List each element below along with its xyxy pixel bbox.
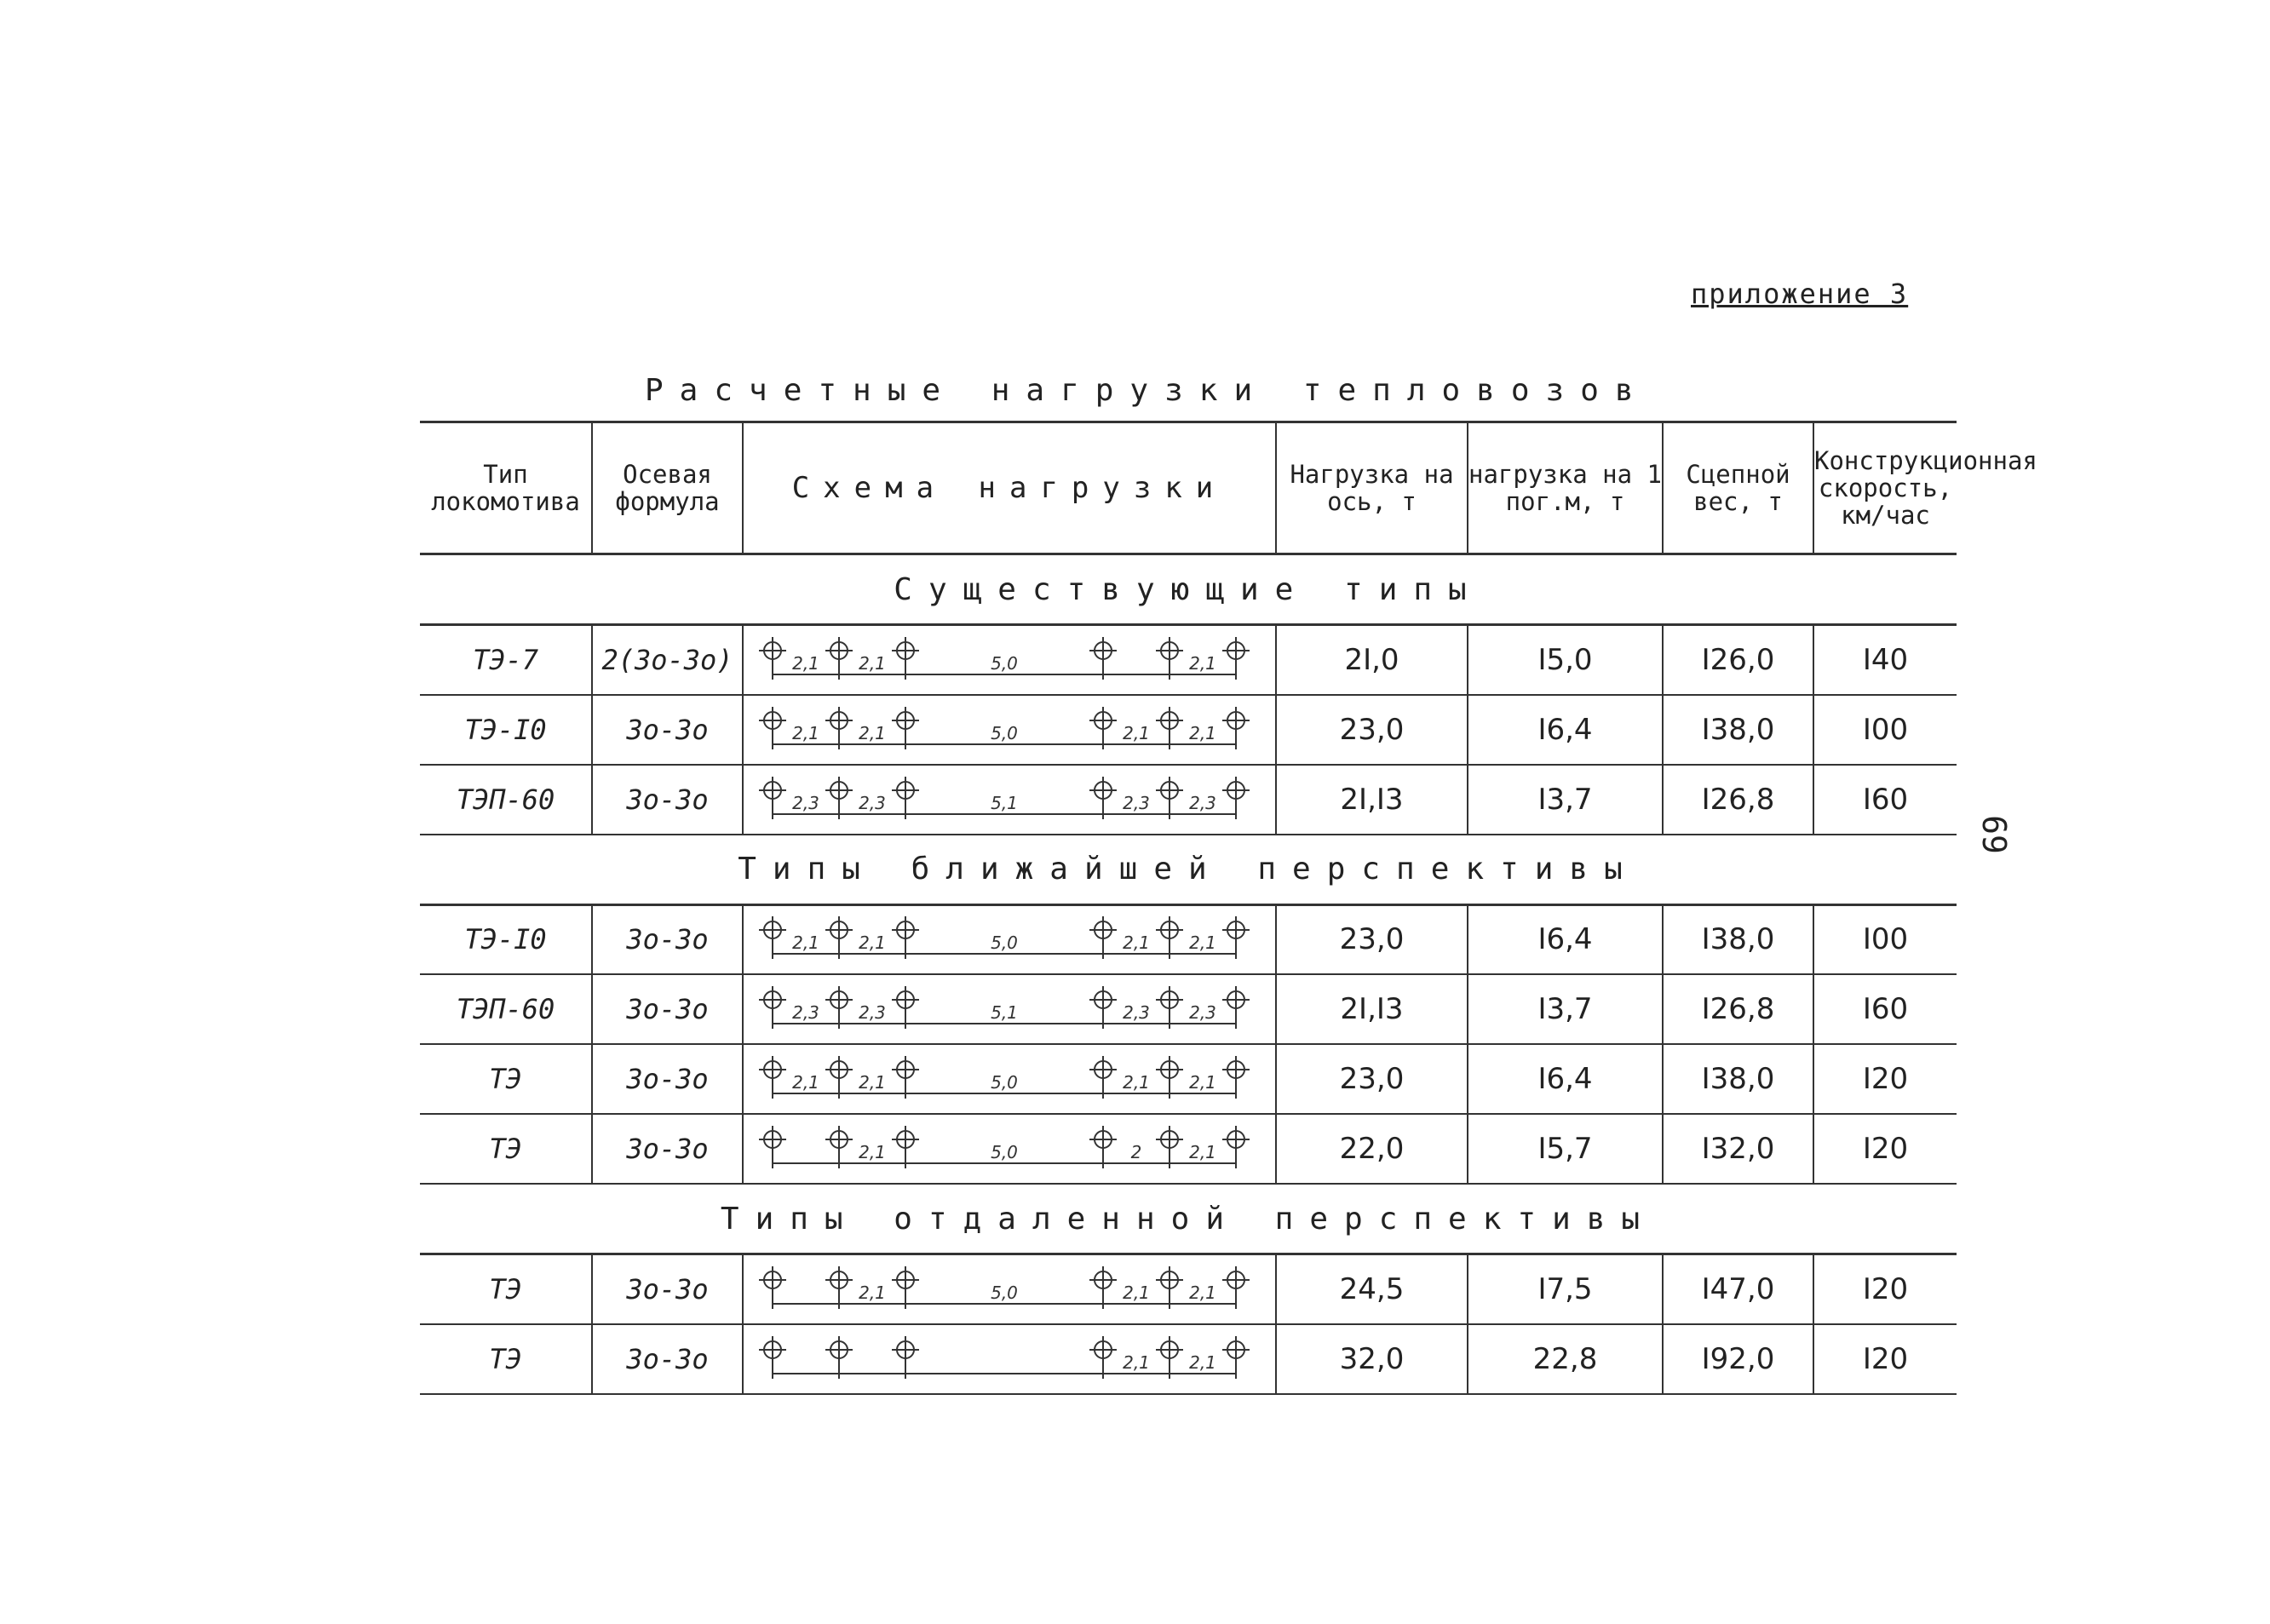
axle-spacing-label: 5,1: [991, 1002, 1018, 1023]
load-scheme: [743, 695, 1276, 765]
axle-spacing-label: 5,0: [991, 1282, 1018, 1303]
table-body: [420, 554, 1957, 1394]
axle-spacing-label: 2,1: [792, 933, 819, 954]
axle-symbol: [1156, 1266, 1183, 1309]
load-per-meter: I6,4: [1468, 904, 1663, 974]
table-row: [420, 625, 1957, 695]
design-speed: I20: [1862, 1132, 1909, 1166]
axle-symbol: [759, 777, 786, 819]
locomotive-type: ТЭП-60: [420, 765, 592, 835]
design-speed: I60: [1862, 992, 1909, 1026]
load-per-meter: I6,4: [1468, 695, 1663, 765]
axle-formula: 3о-3о: [592, 904, 743, 974]
axle-symbol: [759, 707, 786, 749]
load-scheme: [743, 1324, 1276, 1394]
axle-load: 2I,0: [1276, 625, 1468, 695]
load-scheme: [743, 1044, 1276, 1114]
header-weight: Сцепной вес, т: [1663, 422, 1813, 554]
header-speed: Конструкционная скорость, км/час: [1814, 446, 2037, 530]
axle-symbol: [759, 986, 786, 1029]
header-scheme: Схема нагрузки: [743, 422, 1276, 554]
load-scheme-diagram: [762, 700, 1256, 760]
axle-load: 23,0: [1276, 904, 1468, 974]
design-speed: I00: [1862, 712, 1909, 747]
load-scheme: [743, 974, 1276, 1044]
axle-spacing-label: 5,0: [991, 933, 1018, 954]
axle-symbol: [1156, 986, 1183, 1029]
axle-spacing-label: 2,1: [792, 652, 819, 674]
axle-symbol: [1156, 1056, 1183, 1099]
section-title: Типы отдаленной перспективы: [420, 1184, 1957, 1254]
load-scheme: [743, 1254, 1276, 1324]
coupling-weight: I32,0: [1663, 1114, 1813, 1184]
axle-symbol: [1222, 777, 1250, 819]
axle-formula: 2(3о-3о): [592, 625, 743, 695]
axle-symbol: [759, 1056, 786, 1099]
axle-spacing-label: 2,1: [1123, 722, 1150, 743]
section-title: Существующие типы: [420, 554, 1957, 625]
axle-symbol: [825, 1266, 853, 1309]
load-scheme-diagram: [762, 1260, 1256, 1319]
table-row: [420, 765, 1957, 835]
page-number: 69: [1974, 815, 2013, 854]
axle-load: 23,0: [1276, 1044, 1468, 1114]
axle-spacing-label: 2,3: [1189, 1002, 1216, 1023]
axle-symbol: [892, 1266, 919, 1309]
design-speed: I20: [1862, 1062, 1909, 1096]
axle-symbol: [1156, 1126, 1183, 1168]
load-scheme-diagram: [762, 979, 1256, 1039]
axle-spacing-label: 2,1: [1189, 1282, 1216, 1303]
axle-spacing-label: 5,0: [991, 722, 1018, 743]
coupling-weight: I26,8: [1663, 974, 1813, 1044]
axle-symbol: [892, 707, 919, 749]
axle-spacing-label: 2,3: [859, 792, 886, 813]
axle-formula: 3о-3о: [592, 1254, 743, 1324]
axle-symbol: [1089, 637, 1117, 680]
axle-spacing-label: 2,1: [859, 1072, 886, 1093]
axle-spacing-label: 2,3: [859, 1002, 886, 1023]
axle-symbol: [1156, 707, 1183, 749]
coupling-weight: I26,0: [1663, 625, 1813, 695]
axle-symbol: [1222, 986, 1250, 1029]
load-scheme-diagram: [762, 1049, 1256, 1109]
axle-formula: 3о-3о: [592, 1324, 743, 1394]
axle-symbol: [1222, 1126, 1250, 1168]
design-speed: I60: [1862, 782, 1909, 817]
load-per-meter: I5,0: [1468, 625, 1663, 695]
axle-symbol: [1222, 1056, 1250, 1099]
axle-symbol: [892, 637, 919, 680]
page-title: Расчетные нагрузки тепловозов: [645, 373, 1650, 408]
axle-symbol: [759, 1126, 786, 1168]
load-scheme-diagram: [762, 1119, 1256, 1179]
header-formula: Осевая формула: [592, 422, 743, 554]
section-row: [420, 554, 1957, 625]
header-row: [420, 422, 1957, 554]
axle-spacing-label: 2,3: [1189, 792, 1216, 813]
axle-symbol: [1089, 916, 1117, 959]
axle-symbol: [1222, 1336, 1250, 1379]
locomotive-type: ТЭ-I0: [420, 695, 592, 765]
axle-symbol: [825, 1126, 853, 1168]
axle-symbol: [1222, 916, 1250, 959]
axle-spacing-label: 5,0: [991, 652, 1018, 674]
axle-symbol: [1156, 916, 1183, 959]
axle-symbol: [825, 1336, 853, 1379]
coupling-weight: I47,0: [1663, 1254, 1813, 1324]
locomotive-type: ТЭП-60: [420, 974, 592, 1044]
axle-spacing-label: 2,3: [1123, 792, 1150, 813]
axle-symbol: [759, 916, 786, 959]
axle-symbol: [825, 777, 853, 819]
table-row: [420, 974, 1957, 1044]
axle-spacing-label: 2,1: [1189, 933, 1216, 954]
section-title: Типы ближайшей перспективы: [420, 835, 1957, 905]
table-row: [420, 1324, 1957, 1394]
header-type: Тип локомотива: [420, 422, 592, 554]
locomotive-type: ТЭ-I0: [420, 904, 592, 974]
axle-formula: 3о-3о: [592, 974, 743, 1044]
axle-symbol: [825, 637, 853, 680]
table-row: [420, 695, 1957, 765]
locomotive-type: ТЭ: [420, 1324, 592, 1394]
axle-symbol: [1089, 777, 1117, 819]
axle-symbol: [892, 1336, 919, 1379]
section-row: [420, 1184, 1957, 1254]
axle-symbol: [1156, 777, 1183, 819]
axle-symbol: [1156, 1336, 1183, 1379]
axle-spacing-label: 2,1: [1123, 1282, 1150, 1303]
axle-spacing-label: 2,1: [1189, 652, 1216, 674]
axle-spacing-label: 2,1: [1123, 1072, 1150, 1093]
coupling-weight: I38,0: [1663, 695, 1813, 765]
axle-symbol: [1089, 1266, 1117, 1309]
locomotive-type: ТЭ: [420, 1044, 592, 1114]
axle-symbol: [1089, 986, 1117, 1029]
load-scheme: [743, 1114, 1276, 1184]
load-per-meter: I3,7: [1468, 974, 1663, 1044]
axle-symbol: [1089, 707, 1117, 749]
axle-spacing-label: 2,1: [792, 1072, 819, 1093]
axle-symbol: [825, 916, 853, 959]
load-scheme: [743, 765, 1276, 835]
axle-formula: 3о-3о: [592, 1044, 743, 1114]
table-row: [420, 1114, 1957, 1184]
load-scheme-diagram: [762, 770, 1256, 829]
axle-symbol: [1222, 1266, 1250, 1309]
axle-symbol: [1156, 637, 1183, 680]
axle-symbol: [825, 707, 853, 749]
load-per-meter: I6,4: [1468, 1044, 1663, 1114]
locomotive-type: ТЭ-7: [420, 625, 592, 695]
design-speed: I40: [1862, 642, 1909, 677]
load-scheme-diagram: [762, 910, 1256, 969]
axle-symbol: [759, 1336, 786, 1379]
header-axle-load: Нагрузка на ось, т: [1276, 422, 1468, 554]
table-row: [420, 1044, 1957, 1114]
coupling-weight: I38,0: [1663, 1044, 1813, 1114]
axle-spacing-label: 2,3: [1123, 1002, 1150, 1023]
design-speed: I20: [1862, 1271, 1909, 1306]
axle-load: 24,5: [1276, 1254, 1468, 1324]
axle-spacing-label: 2,1: [1123, 1351, 1150, 1373]
header-per-meter: нагрузка на 1 пог.м, т: [1468, 422, 1663, 554]
axle-spacing-label: 2,1: [859, 933, 886, 954]
axle-load: 2I,I3: [1276, 974, 1468, 1044]
axle-spacing-label: 2,1: [859, 1282, 886, 1303]
axle-spacing-label: 2,1: [1189, 722, 1216, 743]
axle-symbol: [825, 1056, 853, 1099]
axle-formula: 3о-3о: [592, 695, 743, 765]
section-row: [420, 835, 1957, 905]
axle-symbol: [892, 986, 919, 1029]
load-scheme: [743, 904, 1276, 974]
locomotive-type: ТЭ: [420, 1254, 592, 1324]
axle-spacing-label: 2,1: [1189, 1142, 1216, 1162]
axle-symbol: [759, 637, 786, 680]
load-scheme: [743, 625, 1276, 695]
axle-symbol: [1222, 637, 1250, 680]
load-scheme-diagram: [762, 630, 1256, 690]
load-per-meter: I3,7: [1468, 765, 1663, 835]
axle-spacing-label: 2,1: [1189, 1351, 1216, 1373]
axle-symbol: [825, 986, 853, 1029]
axle-symbol: [1089, 1056, 1117, 1099]
axle-spacing-label: 2,1: [1189, 1072, 1216, 1093]
axle-formula: 3о-3о: [592, 1114, 743, 1184]
axle-load: 22,0: [1276, 1114, 1468, 1184]
axle-spacing-label: 2,3: [792, 792, 819, 813]
axle-spacing-label: 2,3: [792, 1002, 819, 1023]
axle-load: 32,0: [1276, 1324, 1468, 1394]
axle-spacing-label: 5,0: [991, 1072, 1018, 1093]
axle-formula: 3о-3о: [592, 765, 743, 835]
axle-spacing-label: 2,1: [859, 722, 886, 743]
axle-load: 2I,I3: [1276, 765, 1468, 835]
axle-symbol: [1222, 707, 1250, 749]
axle-symbol: [892, 916, 919, 959]
load-per-meter: I7,5: [1468, 1254, 1663, 1324]
axle-spacing-label: 2,1: [859, 1142, 886, 1162]
axle-load: 23,0: [1276, 695, 1468, 765]
locomotive-type: ТЭ: [420, 1114, 592, 1184]
appendix-label: приложение 3: [1691, 278, 1909, 310]
coupling-weight: I38,0: [1663, 904, 1813, 974]
coupling-weight: I92,0: [1663, 1324, 1813, 1394]
axle-symbol: [892, 1126, 919, 1168]
axle-spacing-label: 2,1: [1123, 933, 1150, 954]
table-row: [420, 1254, 1957, 1324]
axle-symbol: [1089, 1336, 1117, 1379]
table-row: [420, 904, 1957, 974]
axle-spacing-label: 2: [1130, 1142, 1142, 1162]
design-speed: I00: [1862, 922, 1909, 957]
axle-spacing-label: 5,1: [991, 792, 1018, 813]
axle-symbol: [892, 1056, 919, 1099]
load-per-meter: 22,8: [1468, 1324, 1663, 1394]
load-scheme-diagram: [762, 1329, 1256, 1389]
axle-symbol: [759, 1266, 786, 1309]
axle-symbol: [892, 777, 919, 819]
axle-spacing-label: 2,1: [859, 652, 886, 674]
axle-spacing-label: 5,0: [991, 1142, 1018, 1162]
axle-spacing-label: 2,1: [792, 722, 819, 743]
axle-symbol: [1089, 1126, 1117, 1168]
coupling-weight: I26,8: [1663, 765, 1813, 835]
design-speed: I20: [1862, 1341, 1909, 1376]
load-per-meter: I5,7: [1468, 1114, 1663, 1184]
